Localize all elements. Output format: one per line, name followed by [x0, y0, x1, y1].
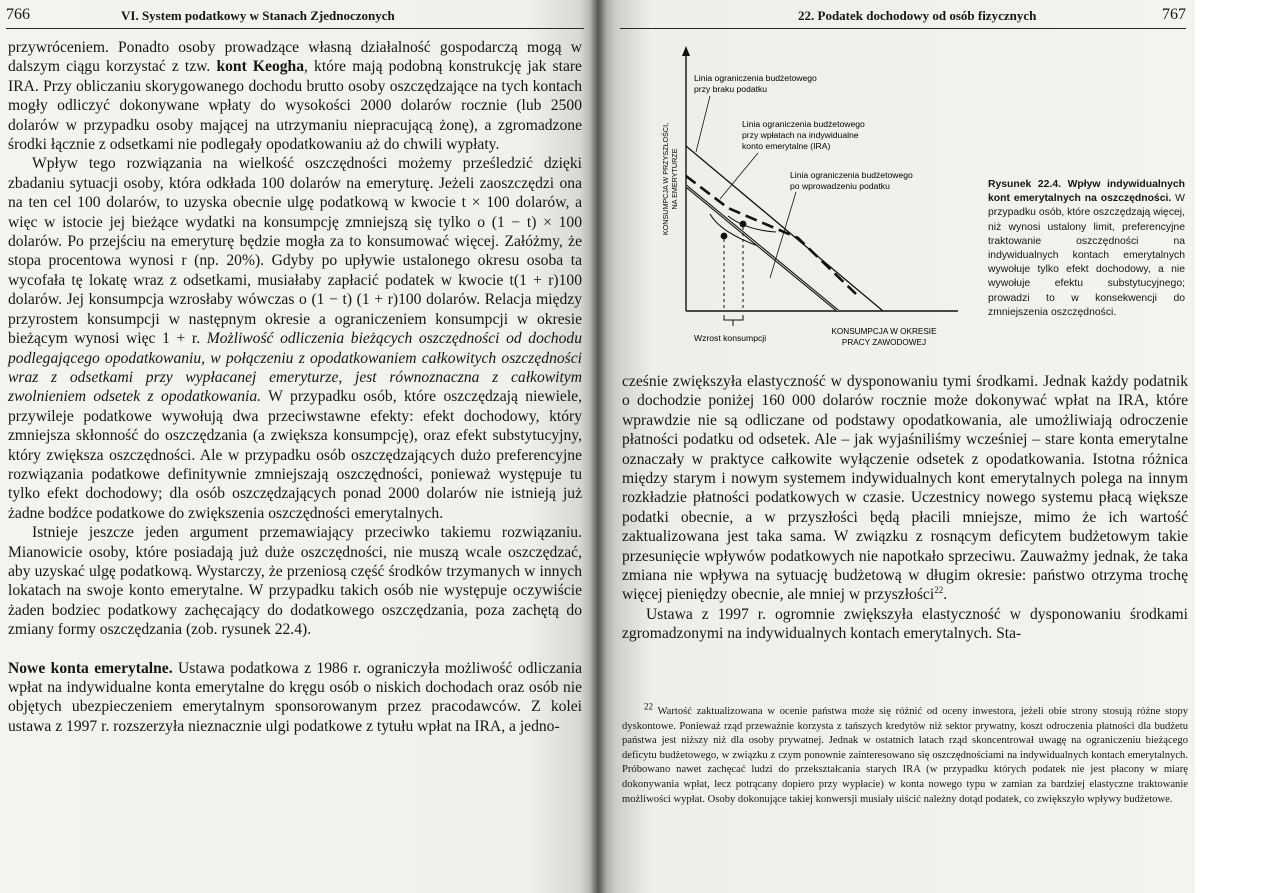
- book-gutter-shadow: [590, 0, 606, 893]
- ira-budget-line: [686, 176, 856, 294]
- figure-22-4: [658, 36, 978, 356]
- left-running-title: VI. System podatkowy w Stanach Zjednoczonych: [121, 8, 395, 23]
- footnote-22: $^{22}$ Wartość zaktualizowana w ocenie państwa może się różnić od oceny inwestora, jeżeli obie strony stosują różne stopy dyskontowe. Ponieważ rząd przeważnie korzysta z tańszych kredytów niż sektor prywatny, koszt odroczenia płatności dla budżetu państwa jest niższy niż dla osoby prywatnej. Jednak w ostatnich latach rząd skoncentrował uwagę na ograniczeniu bieżącego deficytu budżetowego, w związku z czym ponownie zainteresowano się oszczędnościami na indywidualnych kontach emerytalnych. Próbowano nawet zachęcać ludzi do przekształcania starych IRA (w przypadku których podatek nie jest płacony w miarę dokonywania wpłat, lecz potrącany dopiero przy wypłacie) w konta nowego typu w zamian za bardziej elastyczne traktowanie możliwości wypłat. Osoby dokonujące takiej konwersji musiały uiścić należny dotąd podatek, co zwiększyło wpływy budżetowe.: [622, 701, 1188, 805]
- x-axis-label-line2: PRACY ZAWODOWEJ: [841, 338, 927, 347]
- section-heading: Nowe konta emerytalne.: [8, 659, 173, 677]
- label-ira-line3: konto emerytalne (IRA): [742, 141, 831, 151]
- label-ira-line1: Linia ograniczenia budżetowego: [742, 119, 865, 129]
- figure-caption: [988, 178, 1185, 320]
- left-running-head: [6, 6, 586, 26]
- right-running-title: 22. Podatek dochodowy od osób fizycznych: [798, 8, 1037, 23]
- caption-body: W przypadku osób, które oszczędzają więcej, niż wynosi ustalony limit, preferencyjne traktowanie oszczędności na indywidualnych kontach emerytalnych wywołuje tylko efekt dochodowy, a nie wywołuje efektu substytucyjnego; prowadzi to w konsekwencji do zmniejszenia oszczędności.: [988, 193, 1185, 318]
- left-paragraph-3: Istnieje jeszcze jeden argument przemawiający przeciwko takiemu rozwiązaniu. Mianowicie osoby, które posiadają już duże oszczędności, nie muszą wcale oszczędzać, aby uzyskać ulgę podatkową. Wystarczy, że przeniosą część środków trzymanych w innych lokatach na swoje konto emerytalne. W przypadku takich osób nie występuje oczywiście żaden bodziec podatkowy zachęcający do dodatkowego oszczędzania, poza zachętą do zmiany formy oszczędzania (zob. rysunek 22.4).: [8, 524, 582, 639]
- footnote-ref-22: 22: [934, 585, 944, 596]
- equilibrium-point-ira: [740, 221, 747, 228]
- footnote-block: [622, 701, 1188, 807]
- left-paragraph-1: przywróceniem. Ponadto osoby prowadzące własną działalność gospodarczą mogą w dalszym ciągu korzystać z tzw. kont Keogha, które mają podobną konstrukcję jak stare IRA. Przy obliczaniu skorygowanego dochodu brutto osoby oszczędzające na tych kontach mogły odliczyć dokonywane wpłaty do wysokości 2000 dolarów rocznie (lub 2500 dolarów w przypadku osoby mającej na utrzymaniu niepracującą żonę), a zgromadzone środki łącznie z odsetkami nie podlegały opodatkowaniu aż do chwili wypłaty.: [8, 39, 582, 154]
- key-statement: Możliwość odliczenia bieżących oszczędności od dochodu podlegającego opodatkowaniu, w połączeniu z opodatkowaniem całkowitych oszczędności wraz z odsetkami przy wypłacanej emeryturze, jest równoznaczna z całkowitym zwolnieniem odsetek z opodatkowania.: [8, 330, 582, 406]
- right-running-head: [620, 6, 1186, 26]
- y-axis-label-line1: KONSUMPCJA W PRZYSZŁOŚCI,: [661, 122, 670, 236]
- y-axis-arrow-icon: [682, 46, 690, 56]
- y-axis-label-line2: NA EMERYTURZE: [670, 148, 679, 210]
- left-header-rule: [6, 28, 584, 29]
- tax-budget-line-highlight: [686, 186, 838, 311]
- growth-bracket: [724, 315, 743, 320]
- left-page-number: 766: [6, 6, 30, 23]
- label-tax-line1: Linia ograniczenia budżetowego: [790, 170, 913, 180]
- label-tax-line2: po wprowadzeniu podatku: [790, 181, 890, 191]
- right-header-rule: [620, 28, 1186, 29]
- caption-title: Rysunek 22.4. Wpływ indywidualnych kont emerytalnych na oszczędności.: [988, 179, 1185, 205]
- right-paragraph-2: Ustawa z 1997 r. ogromnie zwiększyła elastyczność w dysponowaniu środkami zgromadzonymi na indywidualnych kontach emerytalnych. Sta-: [622, 605, 1188, 643]
- label-ira-line2: przy wpłatach na indywidualne: [742, 130, 859, 140]
- keogh-term: kont Keogha: [216, 58, 305, 76]
- footnote-number: 22: [644, 701, 653, 712]
- right-page: [598, 0, 1195, 893]
- right-paragraph-1: cześnie zwiększyła elastyczność w dysponowaniu tymi środkami. Jednak każdy podatnik o dochodzie poniżej 160 000 dolarów rocznie może dokonywać wpłat na IRA, które wprawdzie nie są odliczane od podstawy opodatkowania, ale umożliwiają odroczenie płatności podatku od odsetek. Ale – jak wyjaśniliśmy wcześniej – stare konta emerytalne oznaczały w praktyce całkowite wyłączenie odsetek z opodatkowania. Istotna różnica między starym i nowym systemem indywidualnych kont emerytalnych polega na innym rozkładzie płatności podatkowych w czasie. Uczestnicy nowego systemu płacą większe podatki obecnie, a w przyszłości będą płacili mniejsze, mimo że ich wartość zaktualizowana jest taka sama. W związku z rosnącym deficytem budżetowym takie przesunięcie wpływów podatkowych nie napotkało sprzeciwu. Zauważmy jednak, że taka zmiana nie wpływa na sytuację budżetową w długim okresie: państwo otrzyma trochę więcej pieniędzy obecnie, ale mniej w przyszłości$^{22}$.: [622, 373, 1188, 604]
- right-page-number: 767: [1162, 6, 1186, 23]
- right-text-column: [622, 372, 1188, 644]
- left-paragraph-2: Wpływ tego rozwiązania na wielkość oszczędności możemy prześledzić dzięki zbadaniu sytuacji osoby, która odkłada 100 dolarów na emeryturę. Jeżeli zaoszczędzi ona na ten cel 100 dolarów, to uzyska obecnie ulgę podatkową w kwocie t × 100 dolarów, a więc w istocie jej bieżące wydatki na konsumpcję zmniejszą się tylko o (1 − t) × 100 dolarów. Po przejściu na emeryturę będzie mogła za to konsumować więcej. Załóżmy, że stopa procentowa wynosi r (np. 20%). Gdyby po upływie ustalonego okresu osoba ta wycofała tę lokatę wraz z odsetkami, musiałaby zapłacić podatek w kwocie t(1 + r)100 dolarów. Jej konsumpcja wzrosłaby wówczas o (1 − t) (1 + r)100 dolarów. Relacja między przyrostem konsumpcji w następnym okresie a ograniczeniem konsumpcji w okresie bieżącym wynosi więc 1 + r. Możliwość odliczenia bieżących oszczędności od dochodu podlegającego opodatkowaniu, w połączeniu z opodatkowaniem całkowitych oszczędności wraz z odsetkami przy wypłacanej emeryturze, jest równoznaczna z całkowitym zwolnieniem odsetek z opodatkowania. W przypadku osób, które oszczędzają niewiele, przywileje podatkowe wywołują dwa przeciwstawne efekty: efekt dochodowy, który zmniejsza skłonność do oszczędzania (a zwiększa konsumpcję), oraz efekt substytucyjny, który zwiększa oszczędności. Ale w przypadku osób oszczędzających dużo preferencyjne rozwiązania podatkowe definitywnie zmniejszają oszczędności, ponieważ występuje tu tylko efekt dochodowy; dla osób oszczędzających ponad 2000 dolarów nie istnieją już żadne bodźce podatkowe do zwiększenia oszczędności emerytalnych.: [8, 155, 583, 522]
- left-text-column: [8, 38, 582, 736]
- left-page: [0, 0, 598, 893]
- equilibrium-point-tax: [721, 233, 728, 240]
- leader-ira: [720, 153, 758, 199]
- x-axis-label-line1: KONSUMPCJA W OKRESIE: [831, 327, 937, 336]
- label-growth: Wzrost konsumpcji: [694, 333, 767, 343]
- leader-no-tax: [696, 96, 710, 152]
- left-paragraph-4: Nowe konta emerytalne. Ustawa podatkowa z 1986 r. ograniczyła możliwość odliczania wpłat na indywidualne konta emerytalne do kręgu osób o niskich dochodach oraz osób nie objętych ubezpieczeniem emerytalnym sponsorowanym przez pracodawców. Z kolei ustawa z 1997 r. rozszerzyła nieznacznie ulgi podatkowe z tytułu wpłat na IRA, a jedno-: [8, 659, 582, 735]
- label-no-tax-line2: przy braku podatku: [694, 84, 768, 94]
- label-no-tax-line1: Linia ograniczenia budżetowego: [694, 73, 817, 83]
